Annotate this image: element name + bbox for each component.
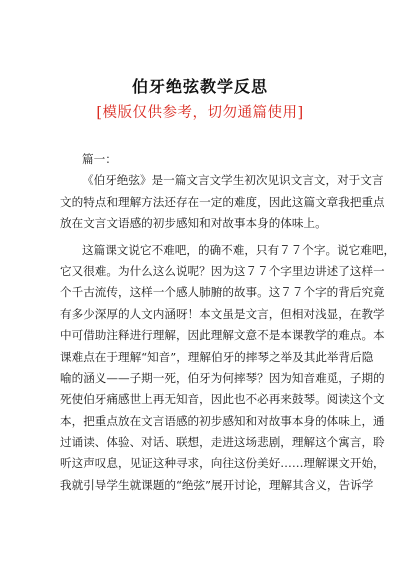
paragraph-line: 本，把重点放在文言语感的初步感知和对故事本身的体味上，通	[60, 413, 385, 428]
paragraph-line: 放在文言文语感的初步感知和对故事本身的体味上。	[60, 216, 327, 231]
paragraph-line: 个千古流传，这样一个感人肺腑的故事。这７７个字的背后究竟	[60, 285, 385, 300]
paragraph-line: 我就引导学生就课题的“绝弦”展开讨论，理解其含义，告诉学	[60, 477, 374, 492]
paragraph-line: 喻的涵义——子期一死，伯牙为何摔琴？因为知音难觅，子期的	[60, 370, 385, 385]
paragraph-line: 这篇课文说它不难吧，的确不难，只有７７个字。说它难吧，	[82, 242, 396, 257]
paragraph-line: 课难点在于理解“知音”，理解伯牙的摔琴之举及其此举背后隐	[60, 349, 374, 364]
paragraph-line: 《伯牙绝弦》是一篇文言文学生初次见识文言文，对于文言	[82, 173, 384, 188]
document-subtitle: [模版仅供参考，切勿通篇使用]	[96, 105, 304, 121]
paragraph-line: 过诵读、体验、对话、联想，走进这场悲剧，理解这个寓言，聆	[60, 435, 385, 450]
paragraph-line: 中可借助注释进行理解，因此理解文意不是本课教学的难点。本	[60, 328, 385, 343]
paragraph-line: 文的特点和理解方法还存在一定的难度，因此这篇文章我把重点	[60, 194, 385, 209]
section-heading: 篇一：	[82, 152, 117, 166]
paragraph-line: 有多少深厚的人文内涵呀！本文虽是文言，但相对浅显，在教学	[60, 306, 385, 321]
document-body	[60, 149, 396, 496]
document-title: 伯牙绝弦教学反思	[131, 77, 268, 96]
paragraph-line: 听这声叹息，见证这种寻求，向往这份美好……理解课文开始，	[60, 456, 385, 471]
paragraph-line: 死使伯牙痛感世上再无知音，因此也不必再来鼓琴。阅读这个文	[60, 392, 385, 407]
paragraph-line: 它又很难。为什么这么说呢？因为这７７个字里边讲述了这样一	[60, 263, 385, 278]
